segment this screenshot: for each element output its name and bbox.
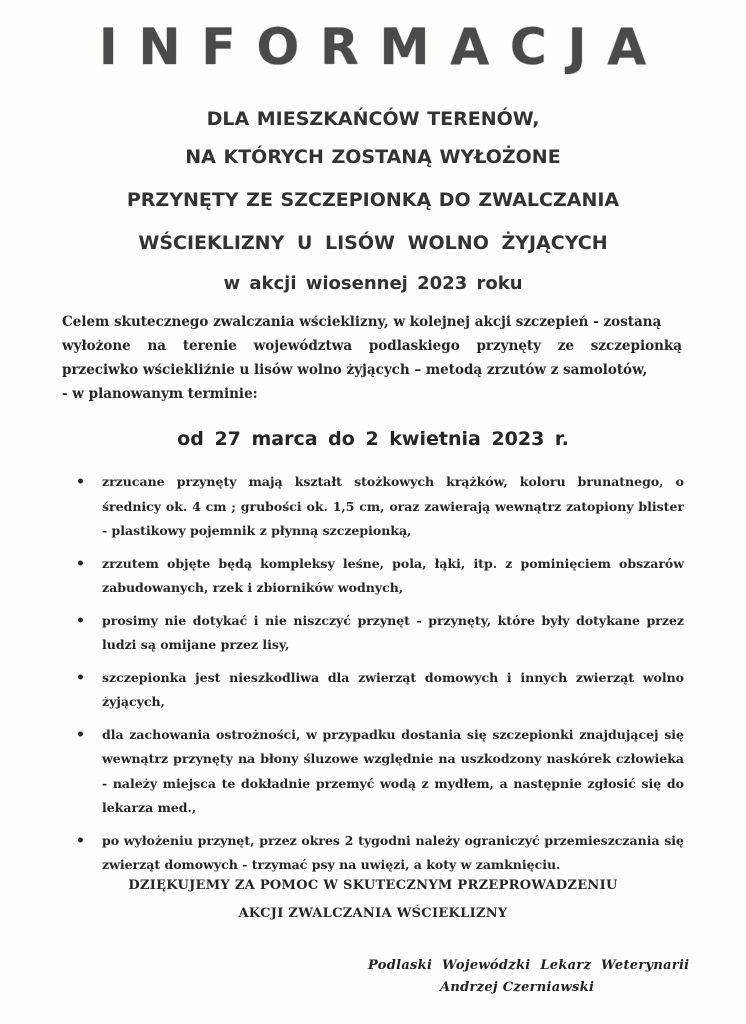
list-item bbox=[72, 829, 684, 878]
thanks-line-1: DZIĘKUJEMY ZA POMOC W SKUTECZNYM PRZEPROWADZENIU bbox=[128, 878, 618, 893]
bullet-icon: • bbox=[76, 612, 85, 629]
list-item-text: szczepionka jest nieszkodliwa dla zwierząt domowych i innych zwierząt wolno żyjących, bbox=[102, 669, 684, 709]
intro-paragraph bbox=[62, 310, 682, 406]
list-item-text: po wyłożeniu przynęt, przez okres 2 tygodni należy ograniczyć przemieszczania się zwierząt domowych - trzymać psy na uwięzi, a koty w zamknięciu. bbox=[102, 832, 684, 872]
bullet-icon: • bbox=[76, 726, 85, 743]
campaign-dates: od 27 marca do 2 kwietnia 2023 r. bbox=[177, 428, 569, 450]
bullet-icon: • bbox=[76, 474, 85, 490]
heading-line-4: WŚCIEKLIZNY U LISÓW WOLNO ŻYJĄCYCH bbox=[138, 232, 608, 254]
list-item bbox=[72, 609, 684, 658]
heading-line-1: DLA MIESZKAŃCÓW TERENÓW, bbox=[206, 108, 540, 130]
heading-line-2: NA KTÓRYCH ZOSTANĄ WYŁOŻONE bbox=[185, 146, 561, 168]
signature-office: Podlaski Wojewódzki Lekarz Weterynarii bbox=[368, 958, 690, 973]
list-item bbox=[72, 666, 684, 715]
signature-name: Andrzej Czerniawski bbox=[440, 980, 595, 995]
bullet-icon: • bbox=[76, 669, 85, 686]
heading-line-3: PRZYNĘTY ZE SZCZEPIONKĄ DO ZWALCZANIA bbox=[126, 189, 620, 211]
intro-line-2: wyłożone na terenie województwa podlaskiego przynęty ze szczepionką bbox=[62, 338, 682, 354]
list-item-text: zrzucane przynęty mają kształt stożkowych krążków, koloru brunatnego, o średnicy ok. 4 cm ; grubości ok. 1,5 cm, oraz zawierają wewnątrz zatopiony blister - plastikowy pojemnik z płynną szczepionką, bbox=[102, 474, 684, 538]
list-item-text: prosimy nie dotykać i nie niszczyć przynęt - przynęty, które były dotykane przez ludzi są omijane przez lisy, bbox=[102, 612, 684, 652]
list-item-text: zrzutem objęte będą kompleksy leśne, pola, łąki, itp. z pominięciem obszarów zabudowanych, rzek i zbiorników wodnych, bbox=[102, 555, 684, 595]
campaign-subtitle: w akcji wiosennej 2023 roku bbox=[223, 273, 523, 294]
intro-line-1: Celem skutecznego zwalczania wścieklizny, w kolejnej akcji szczepień - zostaną bbox=[62, 314, 662, 330]
bullet-icon: • bbox=[76, 555, 85, 572]
list-item bbox=[72, 470, 684, 544]
intro-line-3: przeciwko wściekliźnie u lisów wolno żyjących – metodą zrzutów z samolotów, bbox=[62, 362, 648, 378]
list-item-text: dla zachowania ostrożności, w przypadku dostania się szczepionki znajdującej się wewnątrz przynęty na błony śluzowe względnie na uszkodzony naskórek człowieka - należy miejsca te dokładnie przemyć wodą z mydłem, a następnie zgłosić się do lekarza med., bbox=[102, 726, 684, 815]
list-item bbox=[72, 552, 684, 601]
instructions-list bbox=[72, 470, 684, 886]
bullet-icon: • bbox=[76, 832, 85, 849]
page-title: INFORMACJA bbox=[98, 18, 668, 76]
thanks-line-2: AKCJI ZWALCZANIA WŚCIEKLIZNY bbox=[238, 906, 508, 921]
list-item bbox=[72, 723, 684, 821]
intro-line-4: - w planowanym terminie: bbox=[62, 386, 258, 402]
